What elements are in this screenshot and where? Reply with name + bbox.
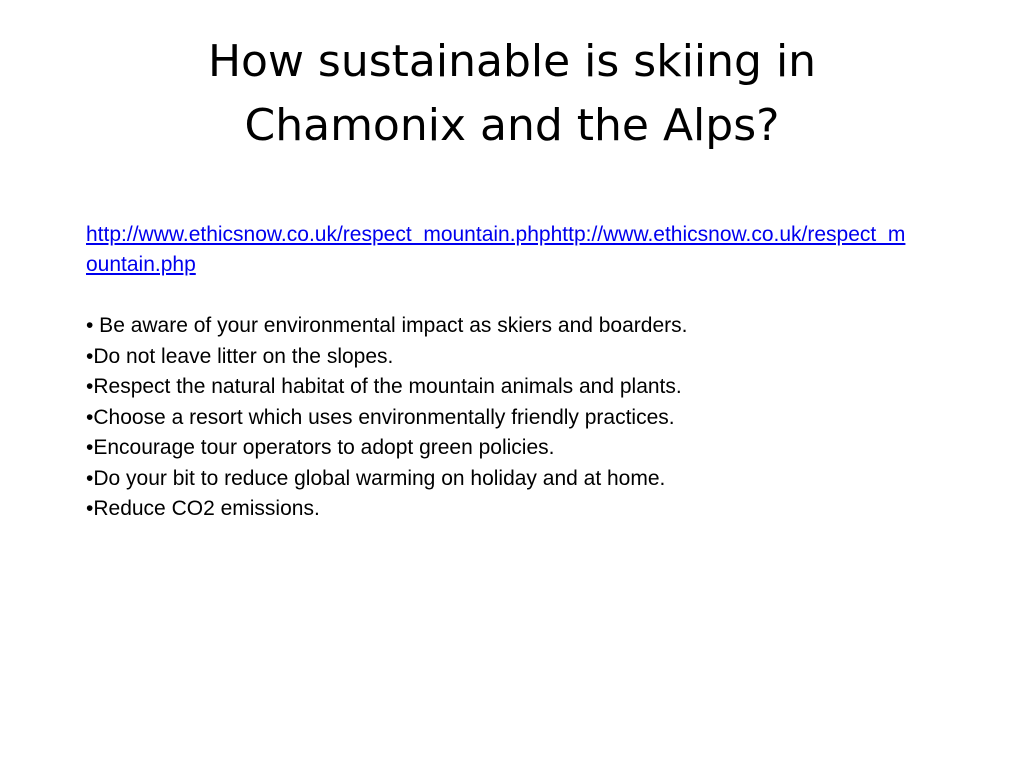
bullet-item: •Respect the natural habitat of the mountain animals and plants. — [86, 375, 682, 398]
slide-title — [60, 30, 964, 158]
bullet-item: • Be aware of your environmental impact as skiers and boarders. — [86, 314, 688, 337]
bullet-item: •Do not leave litter on the slopes. — [86, 344, 394, 368]
title-line-1: How sustainable is skiing in — [207, 36, 817, 87]
bullet-list — [86, 311, 946, 525]
bullet-item: •Encourage tour operators to adopt green policies. — [86, 436, 555, 459]
title-line-2: Chamonix and the Alps? — [244, 100, 780, 151]
bullet-item: •Reduce CO2 emissions. — [86, 497, 320, 520]
ethicsnow-link[interactable]: http://www.ethicsnow.co.uk/respect_mountain.phphttp://www.ethicsnow.co.uk/respect_mountain.php — [86, 223, 906, 276]
bullet-item: •Do your bit to reduce global warming on holiday and at home. — [86, 466, 666, 490]
bullet-item: •Choose a resort which uses environmentally friendly practices. — [86, 405, 675, 429]
